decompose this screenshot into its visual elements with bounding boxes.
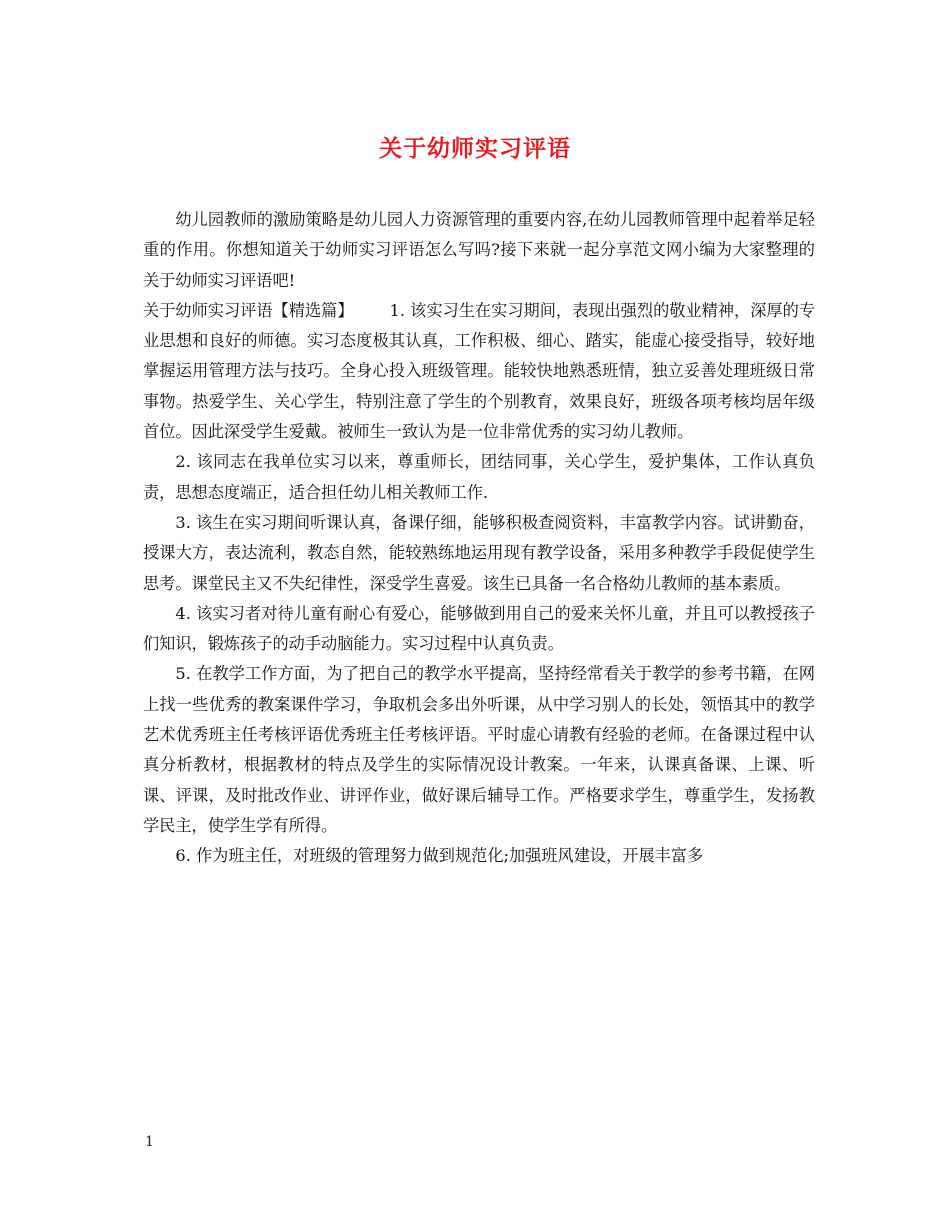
list-item: 3. 该生在实习期间听课认真，备课仔细，能够积极查阅资料，丰富教学内容。试讲勤奋，授课大方，表达流利，教态自然，能较熟练地运用现有教学设备，采用多种教学手段促使学生思考。课堂民主又不失纪律性，深受学生喜爱。该生已具备一名合格幼儿教师的基本素质。	[143, 512, 815, 593]
list-item: 1. 该实习生在实习期间，表现出强烈的敬业精神，深厚的专业思想和良好的师德。实习态度极其认真，工作积极、细心、踏实，能虚心接受指导，较好地掌握运用管理方法与技巧。全身心投入班级管理。能较快地熟悉班情，独立妥善处理班级日常事物。热爱学生、关心学生，特别注意了学生的个别教育，效果良好，班级各项考核均居年级首位。因此深受学生爱戴。被师生一致认为是一位非常优秀的实习幼儿教师。	[143, 300, 816, 442]
list-item: 5. 在教学工作方面，为了把自己的教学水平提高，坚持经常看关于教学的参考书籍，在网上找一些优秀的教案课件学习，争取机会多出外听课，从中学习别人的长处，领悟其中的教学艺术优秀班主任考核评语优秀班主任考核评语。平时虚心请教有经验的老师。在备课过程中认真分析教材，根据教材的特点及学生的实际情况设计教案。一年来，认课真备课、上课、听课、评课，及时批改作业、讲评作业，做好课后辅导工作。严格要求学生，尊重学生，发扬教学民主，使学生学有所得。	[143, 664, 815, 835]
page-number: 1	[145, 1134, 154, 1150]
section-heading: 关于幼师实习评语【精选篇】	[143, 300, 354, 320]
document-body	[143, 205, 815, 872]
intro-paragraph: 幼儿园教师的激励策略是幼儿园人力资源管理的重要内容,在幼儿园教师管理中起着举足轻重的作用。你想知道关于幼师实习评语怎么写吗?接下来就一起分享范文网小编为大家整理的关于幼师实习评语吧!	[143, 210, 815, 290]
document-title: 关于幼师实习评语	[379, 135, 571, 162]
list-item: 6. 作为班主任，对班级的管理努力做到规范化;加强班风建设，开展丰富多	[175, 846, 704, 866]
list-item: 2. 该同志在我单位实习以来，尊重师长，团结同事，关心学生，爱护集体，工作认真负责，思想态度端正，适合担任幼儿相关教师工作.	[143, 452, 815, 502]
list-item: 4. 该实习者对待儿童有耐心有爱心，能够做到用自己的爱来关怀儿童，并且可以教授孩子们知识，锻炼孩子的动手动脑能力。实习过程中认真负责。	[143, 603, 815, 654]
section-paragraph	[143, 296, 815, 447]
